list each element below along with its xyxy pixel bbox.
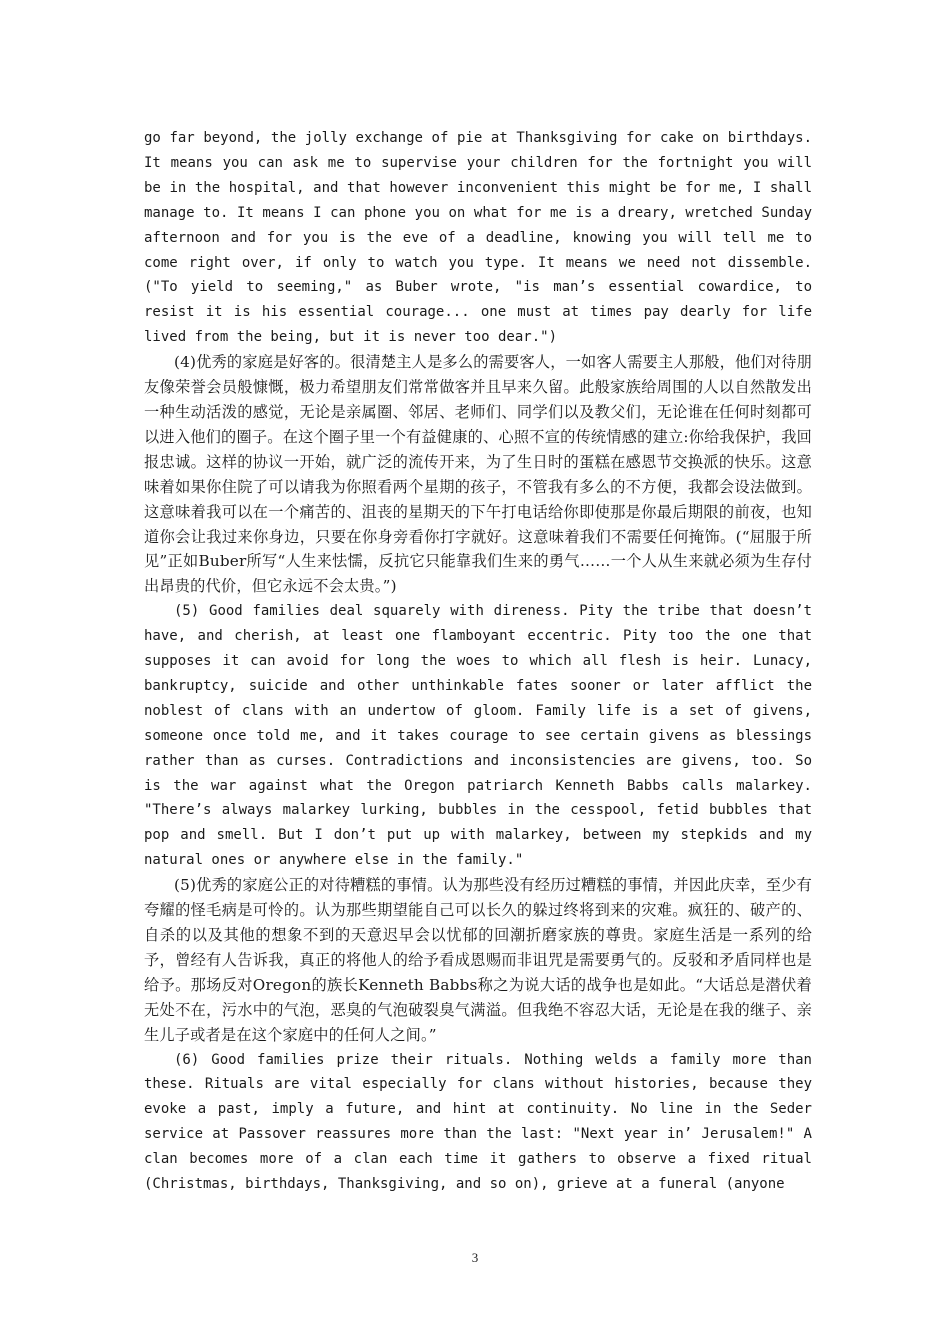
page-body: [144, 126, 812, 1197]
paragraph-5-en: (5) Good families deal squarely with direness. Pity the tribe that doesn’t have, and cherish, at least one flamboyant eccentric. Pity too the one that supposes it can avoid for long the woes to which all flesh is heir. Lunacy, bankruptcy, suicide and other unthinkable fates sooner or later afflict the noblest of clans with an undertow of gloom. Family life is a set of givens, someone once told me, and it takes courage to see certain givens as blessings rather than as curses. Contradictions and inconsistencies are givens, too. So is the war against what the Oregon patriarch Kenneth Babbs calls malarkey. "There’s always malarkey lurking, bubbles in the cesspool, fetid bubbles that pop and smell. But I don’t put up with malarkey, between my stepkids and my natural ones or anywhere else in the family.": [144, 603, 812, 869]
paragraph-4-cn: (4)优秀的家庭是好客的。很清楚主人是多么的需要客人，一如客人需要主人那般，他们对待朋友像荣誉会员般慷慨，极力希望朋友们常常做客并且早来久留。此般家族给周围的人以自然散发出一种生动活泼的感觉，无论是亲属圈、邻居、老师们、同学们以及教父们，无论谁在任何时刻都可以进入他们的圈子。在这个圈子里一个有益健康的、心照不宣的传统情感的建立:你给我保护，我回报忠诚。这样的协议一开始，就广泛的流传开来，为了生日时的蛋糕在感恩节交换派的快乐。这意味着如果你住院了可以请我为你照看两个星期的孩子，不管我有多么的不方便，我都会设法做到。这意味着我可以在一个痛苦的、沮丧的星期天的下午打电话给你即使那是你最后期限的前夜，也知道你会让我过来你身边，只要在你身旁看你打字就好。这意味着我们不需要任何掩饰。(“屈服于所见”正如Buber所写“人生来怯懦，反抗它只能靠我们生来的勇气……一个人从生来就必须为生存付出昂贵的代价，但它永远不会太贵。”): [144, 353, 812, 596]
paragraph-6-en: (6) Good families prize their rituals. Nothing welds a family more than these. Rituals are vital especially for clans without histories, because they evoke a past, imply a future, and hint at continuity. No line in the Seder service at Passover reassures more than the last: "Next year in’ Jerusalem!" A clan becomes more of a clan each time it gathers to observe a fixed ritual (Christmas, birthdays, Thanksgiving, and so on), grieve at a funeral (anyone: [144, 1051, 812, 1193]
page-number: 3: [471, 1250, 479, 1265]
paragraph-continuation-en: go far beyond, the jolly exchange of pie at Thanksgiving for cake on birthdays. It means you can ask me to supervise your children for the fortnight you will be in the hospital, and that however inconvenient this might be for me, I shall manage to. It means I can phone you on what for me is a dreary, wretched Sunday afternoon and for you is the eve of a deadline, knowing you will tell me to come right over, if only to watch you type. It means we need not dissemble. ("To yield to seeming," as Buber wrote, "is man’s essential cowardice, to resist it is his essential courage... one must at times pay dearly for life lived from the being, but it is never too dear."): [144, 130, 812, 346]
paragraph-5-cn: (5)优秀的家庭公正的对待糟糕的事情。认为那些没有经历过糟糕的事情，并因此庆幸，至少有夸耀的怪毛病是可怜的。认为那些期望能自己可以长久的躲过终将到来的灾难。疯狂的、破产的、自杀的以及其他的想象不到的天意迟早会以忧郁的回潮折磨家族的尊贵。家庭生活是一系列的给予，曾经有人告诉我，真正的将他人的给予看成恩赐而非诅咒是需要勇气的。反驳和矛盾同样也是给予。那场反对Oregon的族长Kenneth Babbs称之为说大话的战争也是如此。“大话总是潜伏着无处不在，污水中的气泡，恶臭的气泡破裂臭气满溢。但我绝不容忍大话，无论是在我的继子、亲生儿子或者是在这个家庭中的任何人之间。”: [144, 876, 812, 1044]
